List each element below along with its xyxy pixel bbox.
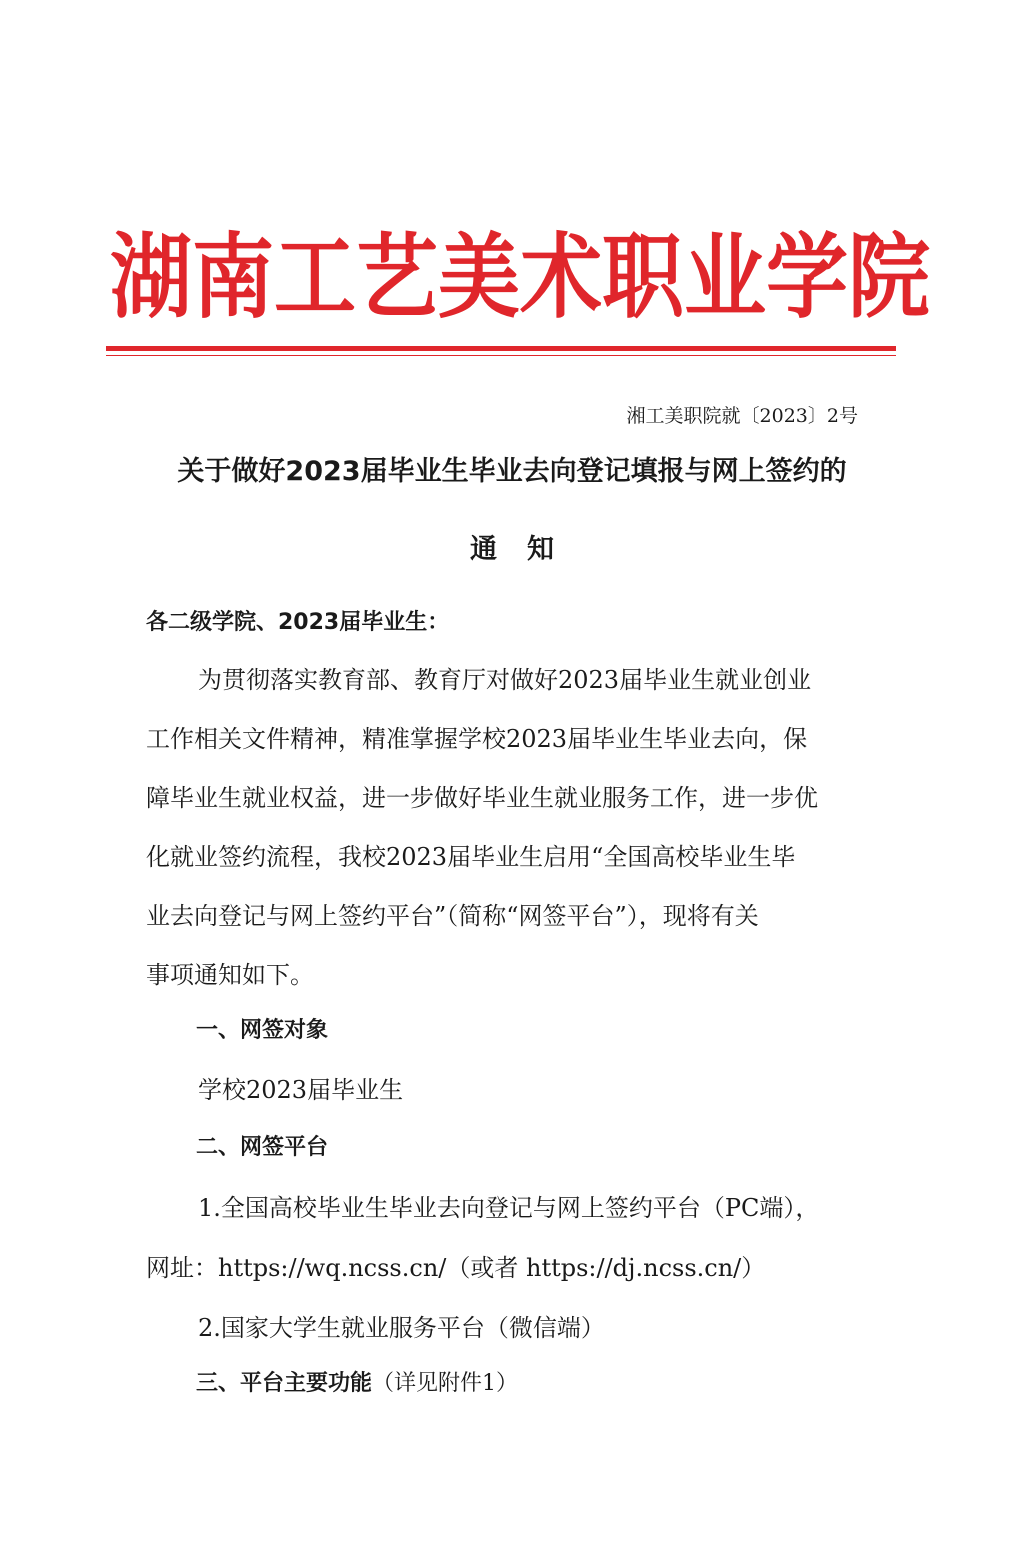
section-heading-3 (196, 1366, 518, 1402)
intro-line: 业去向登记与网上签约平台”（简称“网签平台”），现将有关 (146, 902, 759, 930)
document-number: 湘工美职院就〔2023〕2号 (626, 405, 858, 427)
masthead-red-rule-thin (106, 355, 896, 356)
institution-masthead: 湖南工艺美术职业学院 (110, 225, 931, 332)
section-heading-1: 一、网签对象 (196, 1018, 329, 1043)
masthead-red-rule (106, 346, 896, 351)
intro-line: 为贯彻落实教育部、教育厅对做好2023届毕业生就业创业 (198, 666, 812, 694)
intro-line: 工作相关文件精神，精准掌握学校2023届毕业生毕业去向，保 (146, 725, 808, 753)
intro-paragraph (146, 660, 886, 1014)
intro-line: 化就业签约流程，我校2023届毕业生启用“全国高校毕业生毕 (146, 843, 796, 871)
platform-item-2: 2.国家大学生就业服务平台（微信端） (198, 1314, 605, 1342)
section-heading-2: 二、网签平台 (196, 1135, 329, 1160)
salutation: 各二级学院、2023届毕业生： (146, 610, 450, 635)
notice-title-line-2: 通知 (470, 534, 584, 565)
notice-title-line-1: 关于做好2023届毕业生毕业去向登记填报与网上签约的 (177, 456, 847, 487)
section-heading-3-note: （详见附件1） (372, 1371, 519, 1396)
intro-line: 障毕业生就业权益，进一步做好毕业生就业服务工作，进一步优 (146, 784, 818, 812)
intro-line: 事项通知如下。 (146, 961, 314, 989)
platform-item-1: 1.全国高校毕业生毕业去向登记与网上签约平台（PC端）， (198, 1194, 820, 1222)
section-heading-3-text: 三、平台主要功能 (196, 1371, 373, 1396)
section-1-body: 学校2023届毕业生 (198, 1076, 404, 1104)
platform-item-1-url: 网址：https://wq.ncss.cn/（或者 https://dj.ncss.cn/） (146, 1254, 766, 1282)
